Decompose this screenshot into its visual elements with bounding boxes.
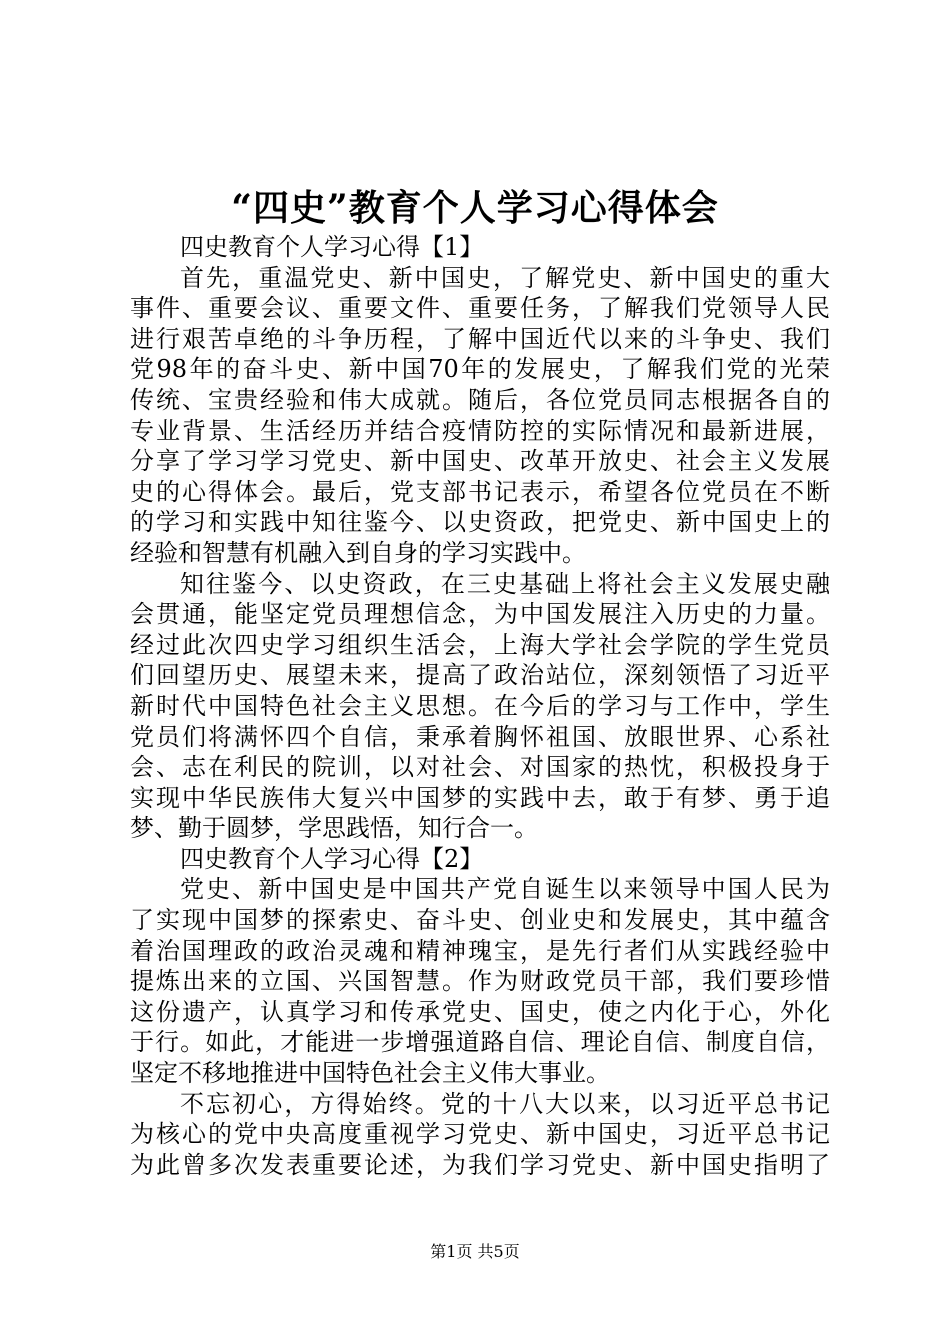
text-line: 们回望历史、展望未来，提高了政治站位，深刻领悟了习近平 [130, 661, 830, 690]
text-line: 不忘初心，方得始终。党的十八大以来，以习近平总书记 [180, 1089, 830, 1118]
text-line: 坚定不移地推进中国特色社会主义伟大事业。 [130, 1059, 610, 1088]
text-line: 党98年的奋斗史、新中国70年的发展史，了解我们党的光荣 [130, 355, 830, 384]
text-line: 史的心得体会。最后，党支部书记表示，希望各位党员在不断 [130, 477, 830, 506]
text-line: 传统、宝贵经验和伟大成就。随后，各位党员同志根据各自的 [130, 385, 830, 414]
text-line: 梦、勤于圆梦，学思践悟，知行合一。 [130, 814, 538, 843]
text-line: 的学习和实践中知往鉴今、以史资政，把党史、新中国史上的 [130, 508, 830, 537]
text-line: 着治国理政的政治灵魂和精神瑰宝，是先行者们从实践经验中 [130, 936, 830, 965]
text-line: 了实现中国梦的探索史、奋斗史、创业史和发展史，其中蕴含 [130, 906, 830, 935]
text-line: 实现中华民族伟大复兴中国梦的实践中去，敢于有梦、勇于追 [130, 783, 830, 812]
text-line: 新时代中国特色社会主义思想。在今后的学习与工作中，学生 [130, 691, 830, 720]
text-line: 党员们将满怀四个自信，秉承着胸怀祖国、放眼世界、心系社 [130, 722, 830, 751]
text-line: 这份遗产，认真学习和传承党史、国史，使之内化于心，外化 [130, 997, 830, 1026]
text-line: 进行艰苦卓绝的斗争历程，了解中国近代以来的斗争史、我们 [130, 324, 830, 353]
text-line: 会贯通，能坚定党员理想信念，为中国发展注入历史的力量。 [130, 600, 830, 629]
text-line: 党史、新中国史是中国共产党自诞生以来领导中国人民为 [180, 875, 830, 904]
text-line: 提炼出来的立国、兴国智慧。作为财政党员干部，我们要珍惜 [130, 967, 830, 996]
text-line: 事件、重要会议、重要文件、重要任务，了解我们党领导人民 [130, 294, 830, 323]
section-heading: 四史教育个人学习心得【1】 [180, 233, 484, 261]
text-line: 专业背景、生活经历并结合疫情防控的实际情况和最新进展， [130, 416, 830, 445]
document-title: “四史”教育个人学习心得体会 [231, 187, 719, 229]
text-line: 经过此次四史学习组织生活会，上海大学社会学院的学生党员 [130, 630, 830, 659]
text-line: 于行。如此，才能进一步增强道路自信、理论自信、制度自信， [130, 1028, 830, 1057]
document-body [130, 232, 830, 1180]
text-line: 分享了学习学习党史、新中国史、改革开放史、社会主义发展 [130, 447, 830, 476]
text-line: 会、志在利民的院训，以对社会、对国家的热忱，积极投身于 [130, 753, 830, 782]
text-line: 为核心的党中央高度重视学习党史、新中国史，习近平总书记 [130, 1120, 830, 1149]
text-line: 首先，重温党史、新中国史，了解党史、新中国史的重大 [180, 263, 830, 292]
text-line: 为此曾多次发表重要论述，为我们学习党史、新中国史指明了 [130, 1150, 830, 1179]
section-heading: 四史教育个人学习心得【2】 [180, 844, 484, 873]
text-line: 知往鉴今、以史资政，在三史基础上将社会主义发展史融 [180, 569, 830, 598]
text-line: 经验和智慧有机融入到自身的学习实践中。 [130, 538, 586, 567]
page-number-footer: 第1页 共5页 [430, 1242, 520, 1261]
